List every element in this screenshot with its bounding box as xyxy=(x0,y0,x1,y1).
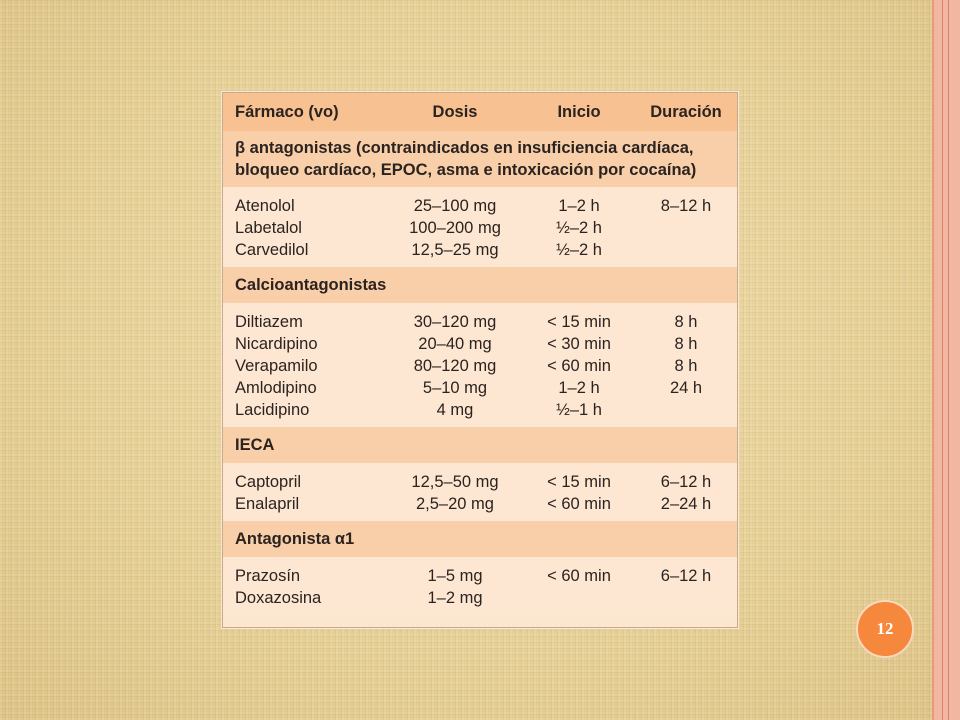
onset: < 60 min xyxy=(547,566,611,585)
group-body-ieca xyxy=(223,463,737,521)
table-row xyxy=(223,565,737,587)
dose: 2,5–20 mg xyxy=(416,494,494,513)
table-row xyxy=(223,217,737,239)
dose: 20–40 mg xyxy=(418,334,492,353)
stripe-line xyxy=(948,0,949,720)
header-dose: Dosis xyxy=(432,102,478,121)
dose: 80–120 mg xyxy=(413,356,497,375)
dose: 25–100 mg xyxy=(413,196,497,215)
table-header-row xyxy=(223,93,737,131)
onset: ½–2 h xyxy=(556,240,602,259)
dose: 30–120 mg xyxy=(413,312,497,331)
onset: < 15 min xyxy=(547,312,611,331)
drug-name: Labetalol xyxy=(235,218,302,237)
group-body-calcium xyxy=(223,303,737,427)
drug-name: Doxazosina xyxy=(235,588,322,607)
header-drug: Fármaco (vo) xyxy=(235,102,339,121)
duration: 2–24 h xyxy=(660,494,712,513)
table-row xyxy=(223,195,737,217)
drug-name: Enalapril xyxy=(235,494,300,513)
table-row xyxy=(223,311,737,333)
page-number: 12 xyxy=(876,619,894,638)
category-calcium-antagonists xyxy=(223,267,737,303)
side-decorative-stripe xyxy=(932,0,960,720)
dose: 100–200 mg xyxy=(409,218,501,237)
table-row xyxy=(223,239,737,261)
duration: 8 h xyxy=(674,334,698,353)
table-row xyxy=(223,377,737,399)
group-body-alpha1 xyxy=(223,557,737,615)
dose: 4 mg xyxy=(436,400,474,419)
category-ieca xyxy=(223,427,737,463)
dose: 12,5–25 mg xyxy=(411,240,499,259)
dose: 5–10 mg xyxy=(422,378,488,397)
group-body-beta xyxy=(223,187,737,267)
category-beta-antagonists xyxy=(223,131,737,187)
drug-name: Captopril xyxy=(235,472,302,491)
table-row xyxy=(223,399,737,421)
drug-name: Atenolol xyxy=(235,196,295,215)
onset: 1–2 h xyxy=(558,196,600,215)
table-row xyxy=(223,355,737,377)
onset: < 60 min xyxy=(547,494,611,513)
drug-name: Nicardipino xyxy=(235,334,318,353)
onset: ½–2 h xyxy=(556,218,602,237)
header-duration: Duración xyxy=(650,102,722,121)
onset: < 60 min xyxy=(547,356,611,375)
drug-name: Carvedilol xyxy=(235,240,309,259)
duration: 6–12 h xyxy=(660,472,712,491)
category-label: IECA xyxy=(235,435,275,454)
table-row xyxy=(223,471,737,493)
onset: 1–2 h xyxy=(558,378,600,397)
category-label: β antagonistas (contraindicados en insuficiencia cardíaca, bloqueo cardíaco, EPOC, asma e intoxicación por cocaína) xyxy=(235,139,697,179)
header-onset: Inicio xyxy=(557,102,601,121)
stripe-line xyxy=(942,0,943,720)
drug-name: Diltiazem xyxy=(235,312,303,331)
drug-name: Lacidipino xyxy=(235,400,310,419)
table-row xyxy=(223,493,737,515)
onset: < 30 min xyxy=(547,334,611,353)
dose: 1–5 mg xyxy=(427,566,483,585)
drug-name: Verapamilo xyxy=(235,356,318,375)
duration: 8 h xyxy=(674,356,698,375)
drug-name: Amlodipino xyxy=(235,378,317,397)
drug-table xyxy=(222,92,738,628)
table-row xyxy=(223,333,737,355)
duration: 6–12 h xyxy=(660,566,712,585)
duration: 8 h xyxy=(674,312,698,331)
onset: < 15 min xyxy=(547,472,611,491)
category-label: Calcioantagonistas xyxy=(235,275,387,294)
category-label: Antagonista α1 xyxy=(235,529,355,548)
duration: 8–12 h xyxy=(660,196,712,215)
dose: 1–2 mg xyxy=(427,588,483,607)
dose: 12,5–50 mg xyxy=(411,472,499,491)
onset: ½–1 h xyxy=(556,400,602,419)
category-alpha1-antagonist xyxy=(223,521,737,557)
duration: 24 h xyxy=(669,378,703,397)
drug-name: Prazosín xyxy=(235,566,301,585)
table-row xyxy=(223,587,737,609)
page-number-badge xyxy=(856,600,914,658)
